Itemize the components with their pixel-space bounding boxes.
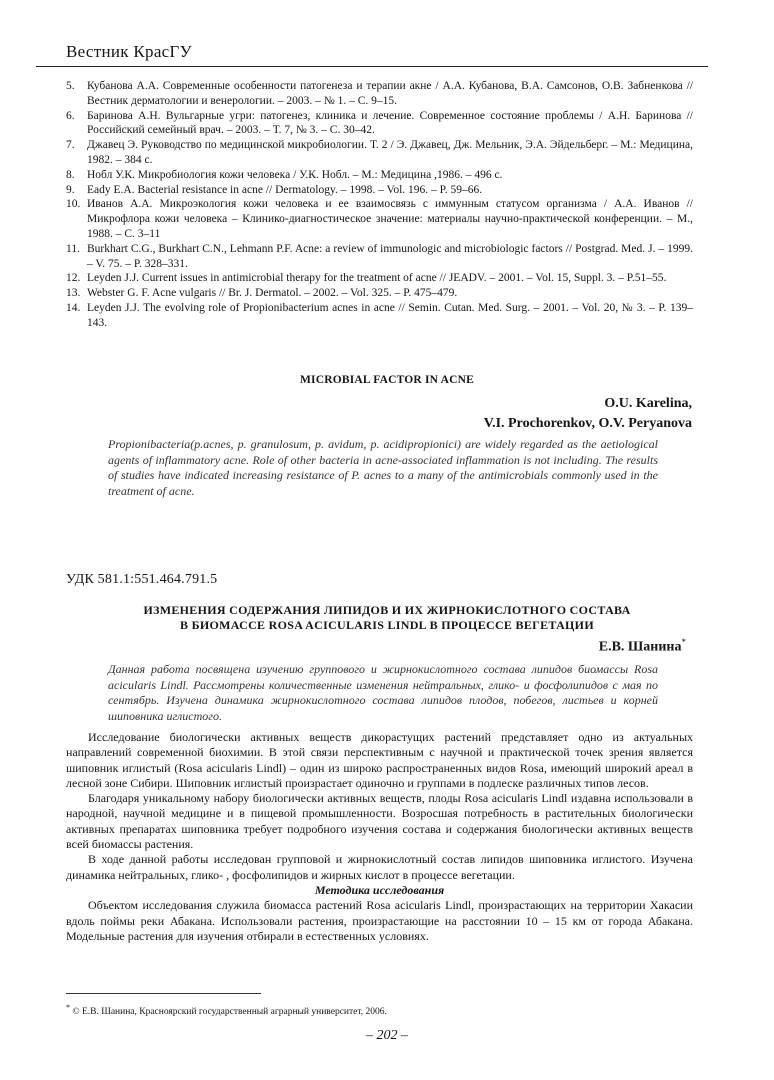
header-rule [36,66,708,67]
article-body [66,730,693,944]
reference-item [66,286,693,301]
author-name: Е.В. Шанина [598,639,682,655]
body-paragraph: Исследование биологически активных веществ дикорастущих растений представляет одно из актуальных направлений современной биохимии. В этой связи перспективным с научной и практической точек зрения является шиповник иглистый (Rosa acicularis Lindl) – один из широко распространенных видов Rosa, имеющий широкий ареал в лесной зоне Сибири. Шиповник иглистый произрастает одиночно и группами в подлеске различных типов лесов. [66,730,693,790]
reference-item [66,168,693,183]
reference-number: 10. [66,198,81,211]
article-title [0,603,774,633]
reference-text: Leyden J.J. The evolving role of Propionibacterium acnes in acne // Semin. Cutan. Med. Surg. – 2001. – Vol. 20, № 3. – P. 139–143. [87,301,693,329]
reference-item [66,301,693,331]
reference-text: Нобл У.К. Микробиология кожи человека / У.К. Нобл. – М.: Медицина ,1986. – 496 с. [87,168,503,181]
reference-item [66,271,693,286]
footnote-text: © Е.В. Шанина, Красноярский государственный аграрный университет, 2006. [72,1007,387,1018]
reference-number: 6. [66,109,75,122]
reference-text: Webster G. F. Acne vulgaris // Br. J. Dermatol. – 2002. – Vol. 325. – P. 475–479. [87,287,458,300]
article-title-line-1: ИЗМЕНЕНИЯ СОДЕРЖАНИЯ ЛИПИДОВ И ИХ ЖИРНОКИСЛОТНОГО СОСТАВА [143,603,631,617]
reference-item [66,138,693,168]
reference-item [66,242,693,272]
body-paragraph: Благодаря уникальному набору биологически активных веществ, плоды Rosa acicularis Lindl издавна использовали в народной, научной медицине и в пищевой промышленности. Возросшая потребность в растительных биологически активных препаратах шиповника требует подробного изучения состава и содержания биологически активных веществ всей биомассы растения. [66,791,693,852]
reference-number: 5. [66,80,75,92]
reference-text: Баринова А.Н. Вульгарные угри: патогенез, клиника и лечение. Современное состояние проблемы / А.Н. Баринова // Российский семейный врач. – 2003. – Т. 7, № 3. – С. 30–42. [87,109,693,137]
reference-text: Кубанова А.А. Современные особенности патогенеза и терапии акне / А.А. Кубанова, В.А. Самсонов, О.В. Забненкова // Вестник дерматологии и венерологии. – 2003. – № 1. – С. 9–15. [87,80,693,107]
footnote-rule [66,993,261,994]
russian-abstract-text: Данная работа посвящена изучению группового и жирнокислотного состава липидов биомассы Rosa acicularis Lindl. Рассмотрены количественные изменения нейтральных, глико- и фосфолипидов с мая по сентябрь. Изучена динамика жирнокислотного состава липидов плодов, побегов, листьев и корней шиповника иглистого. [108,662,658,723]
authors-line-2: V.I. Prochorenkov, O.V. Peryanova [483,416,692,431]
english-abstract-authors [484,394,692,434]
reference-number: 13. [66,287,81,300]
reference-number: 14. [66,301,81,314]
journal-title: Вестник КрасГУ [66,42,192,61]
article-title-line-2: В БИОМАССЕ ROSA ACICULARIS LINDL В ПРОЦЕССЕ ВЕГЕТАЦИИ [180,618,594,632]
reference-item [66,79,693,109]
article-author [599,637,686,656]
udc-code: УДК 581.1:551.464.791.5 [66,572,218,587]
page-number: – 202 – [366,1028,408,1043]
footnote [66,1003,693,1017]
reference-text: Leyden J.J. Current issues in antimicrobial therapy for the treatment of acne // JEADV. – 2001. – Vol. 15, Suppl. 3. – P.51–55. [87,272,667,285]
english-abstract-text: Propionibacteria(p.acnes, p. granulosum, p. avidum, p. acidipropionici) are widely regarded as the aetiological agents of inflammatory acne. Role of other bacteria in acne-associated inflammation is not including. The results of studies have indicated increasing resistance of P. acnes to a many of the antimicrobials commonly used in the treatment of acne. [108,437,658,498]
reference-text: Джавец Э. Руководство по медицинской микробиологии. Т. 2 / Э. Джавец, Дж. Мельник, Э.А. Эйдельберг. – М.: Медицина, 1982. – 384 с. [87,139,693,166]
reference-list [66,79,693,331]
author-footnote-mark: * [681,637,686,647]
authors-line-1: O.U. Karelina, [604,396,692,411]
body-paragraph: В ходе данной работы исследован групповой и жирнокислотный состав липидов шиповника иглистого. Изучена динамика нейтральных, глико- , фосфолипидов и жирных кислот в процессе вегетации. [66,852,693,882]
reference-number: 9. [66,183,75,196]
reference-item [66,197,693,241]
english-abstract-title: MICROBIAL FACTOR IN ACNE [299,374,475,386]
reference-item [66,183,693,198]
reference-number: 7. [66,139,75,152]
reference-text: Burkhart C.G., Burkhart C.N., Lehmann P.F. Acne: a review of immunologic and microbiologic factors // Postgrad. Med. J. – 1999. – V. 75. – P. 328–331. [87,242,693,270]
reference-text: Иванов А.А. Микроэкология кожи человека и ее взаимосвязь с иммунным статусом организма / А.А. Иванов // Микрофлора кожи человека – Клинико-диагностическое значение: материалы научно-практической конференции. – М., 1988. – С. 3–11 [87,198,693,240]
reference-number: 12. [66,272,81,285]
reference-item [66,109,693,139]
footnote-mark: * [66,1003,70,1012]
reference-number: 8. [66,168,75,181]
reference-number: 11. [66,242,80,255]
method-heading: Методика исследования [314,882,445,897]
body-paragraph: Объектом исследования служила биомасса растений Rosa acicularis Lindl, произрастающих на территории Хакасии вдоль поймы реки Абакана. Использовали растения, произрастающие на расстоянии 10 – 15 км от города Абакана. Модельные растения для изучения отбирали в естественных условиях. [66,898,693,943]
reference-text: Eady E.A. Bacterial resistance in acne // Dermatology. – 1998. – Vol. 196. – P. 59–66. [87,183,483,196]
